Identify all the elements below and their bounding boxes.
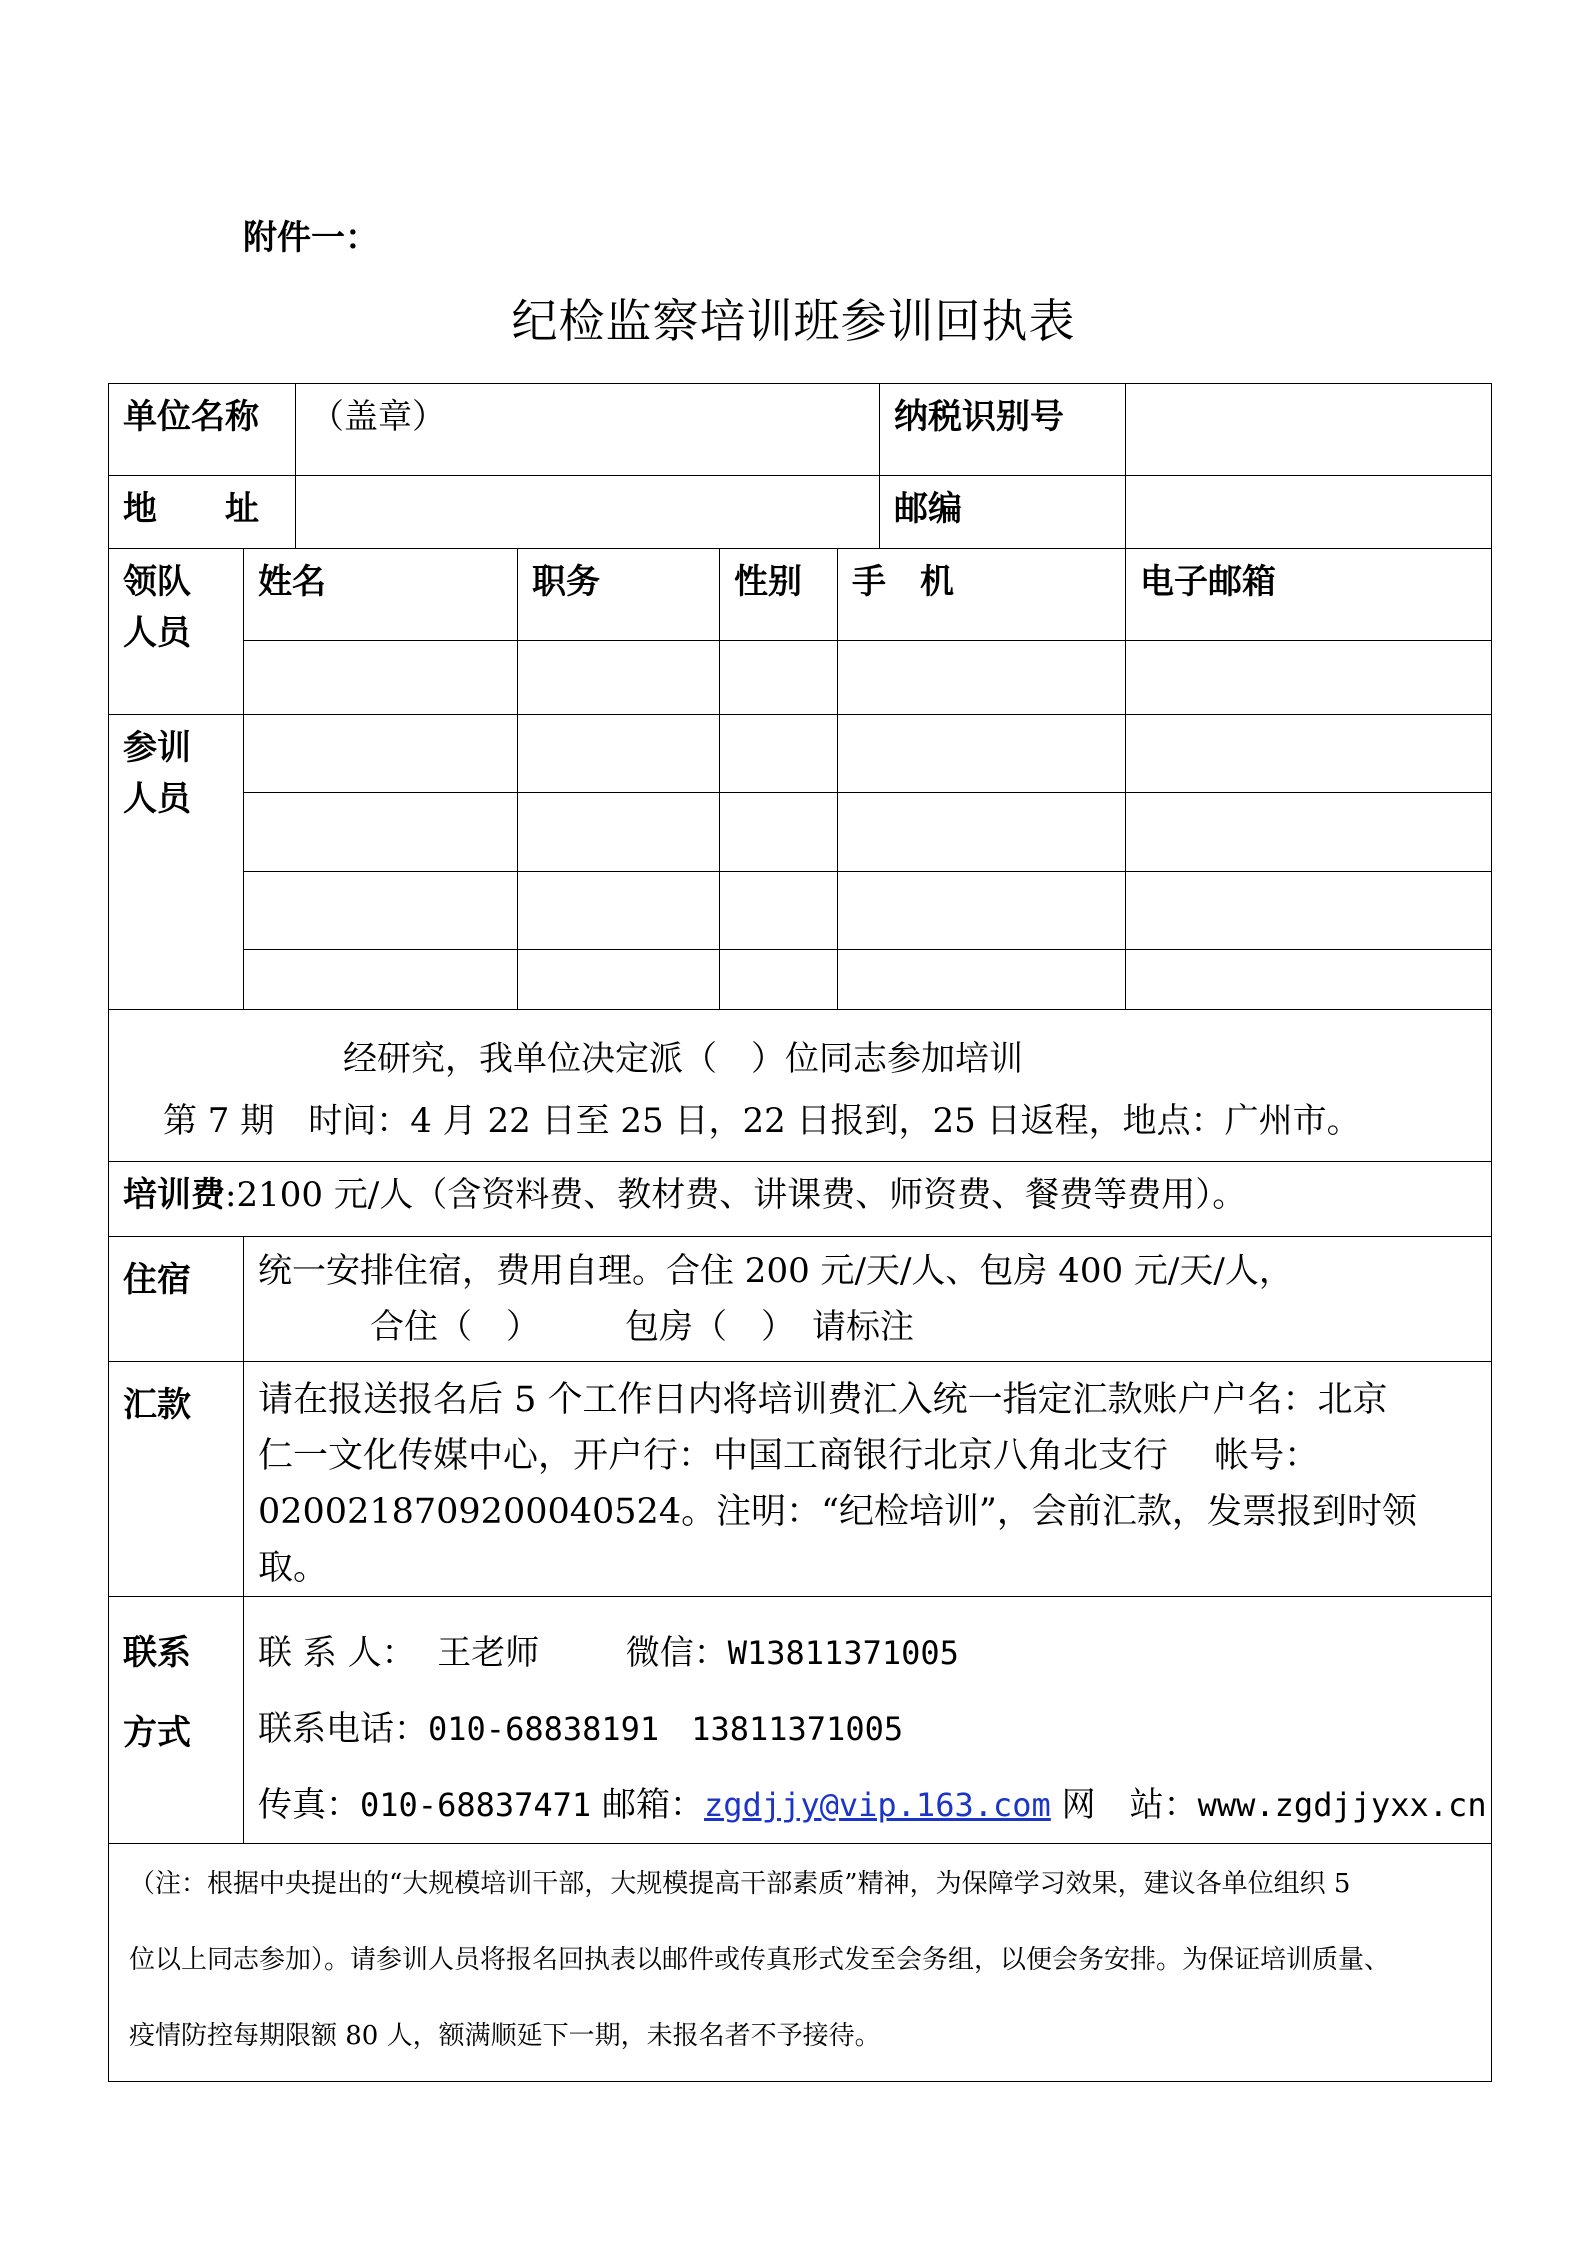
wechat-value: W13811371005 [727, 1634, 959, 1672]
leader-name-cell[interactable] [244, 641, 518, 715]
contact-label: 联系 方式 [109, 1597, 244, 1844]
site-value: www.zgdjjyxx.cn [1197, 1786, 1487, 1824]
unit-name-row [109, 384, 1492, 476]
contact-person-line [258, 1615, 1477, 1691]
wechat-label: 微信： [625, 1633, 728, 1673]
remit-cell [244, 1362, 1492, 1597]
leader-header-row [109, 549, 1492, 641]
trainee-name-cell[interactable] [244, 872, 518, 950]
contact-fax-line [258, 1767, 1487, 1843]
contact-phone-line [258, 1691, 1477, 1767]
leader-gender-cell[interactable] [720, 641, 838, 715]
notes-row [109, 1844, 1492, 2082]
contact-row [109, 1597, 1492, 1844]
fax-value: 010-68837471 [360, 1786, 592, 1824]
leader-position-cell[interactable] [518, 641, 720, 715]
attachment-label: 附件一： [243, 218, 379, 258]
leader-entry-row [109, 641, 1492, 715]
trainee-name-cell[interactable] [244, 793, 518, 872]
email-label: 邮箱： [602, 1785, 704, 1825]
trainee-gender-cell[interactable] [720, 715, 838, 793]
remit-line: 0200218709200040524。注明：“纪检培训”，会前汇款，发票报到时领取。 [258, 1492, 1417, 1588]
leader-label: 领队 人员 [109, 549, 244, 715]
fee-text: :2100 元/人（含资料费、教材费、讲课费、师资费、餐费等费用）。 [225, 1175, 1247, 1215]
note-line: 位以上同志参加）。请参训人员将报名回执表以邮件或传真形式发至会务组，以便会务安排。为保证培训质量、 [129, 1945, 1391, 1975]
trainee-email-cell[interactable] [1126, 793, 1492, 872]
trainee-position-cell[interactable] [518, 950, 720, 1010]
session-info-line: 第 7 期 时间：4 月 22 日至 25 日，22 日报到，25 日返程，地点：广州市。 [163, 1101, 1361, 1141]
note-line: 疫情防控每期限额 80 人，额满顺延下一期，未报名者不予接待。 [129, 2021, 881, 2051]
remit-label: 汇款 [109, 1362, 244, 1597]
trainee-row [109, 715, 1492, 793]
trainee-position-cell[interactable] [518, 793, 720, 872]
trainee-email-cell[interactable] [1126, 872, 1492, 950]
tax-id-field[interactable] [1126, 384, 1492, 476]
header-gender: 性别 [720, 549, 838, 641]
trainee-position-cell[interactable] [518, 872, 720, 950]
trainee-row [109, 872, 1492, 950]
header-position: 职务 [518, 549, 720, 641]
leader-mobile-cell[interactable] [838, 641, 1126, 715]
trainee-mobile-cell[interactable] [838, 872, 1126, 950]
trainee-gender-cell[interactable] [720, 950, 838, 1010]
unit-name-label: 单位名称 [109, 384, 296, 476]
trainee-gender-cell[interactable] [720, 793, 838, 872]
site-label: 网 站： [1061, 1785, 1198, 1825]
trainee-name-cell[interactable] [244, 950, 518, 1010]
postcode-label: 邮编 [880, 476, 1126, 549]
trainee-row [109, 793, 1492, 872]
header-mobile: 手 机 [838, 549, 1126, 641]
header-name: 姓名 [244, 549, 518, 641]
trainee-mobile-cell[interactable] [838, 715, 1126, 793]
lodging-options-line[interactable]: 合住（ ） 包房（ ） 请标注 [370, 1307, 914, 1347]
fee-row [109, 1162, 1492, 1237]
contact-person-value: 王老师 [437, 1633, 540, 1673]
registration-form-table [108, 383, 1492, 2082]
trainee-email-cell[interactable] [1126, 715, 1492, 793]
tax-id-label: 纳税识别号 [880, 384, 1126, 476]
remit-line: 请在报送报名后 5 个工作日内将培训费汇入统一指定汇款账户户名：北京 [258, 1380, 1388, 1420]
unit-name-field[interactable]: （盖章） [296, 384, 880, 476]
remit-row [109, 1362, 1492, 1597]
leader-email-cell[interactable] [1126, 641, 1492, 715]
lodging-row [109, 1237, 1492, 1362]
address-field[interactable] [296, 476, 880, 549]
trainee-name-cell[interactable] [244, 715, 518, 793]
contact-person-label: 联 系 人： [258, 1633, 416, 1673]
lodging-line: 统一安排住宿，费用自理。合住 200 元/天/人、包房 400 元/天/人， [258, 1251, 1293, 1291]
trainee-email-cell[interactable] [1126, 950, 1492, 1010]
address-label: 地 址 [109, 476, 296, 549]
fee-label: 培训费 [123, 1175, 225, 1215]
phone-value: 010-68838191 13811371005 [428, 1710, 904, 1748]
header-email: 电子邮箱 [1126, 549, 1492, 641]
lodging-label: 住宿 [109, 1237, 244, 1362]
page-title: 纪检监察培训班参训回执表 [511, 294, 1076, 348]
trainee-position-cell[interactable] [518, 715, 720, 793]
address-row [109, 476, 1492, 549]
contact-cell [244, 1597, 1492, 1844]
lodging-cell [244, 1237, 1492, 1362]
email-link[interactable]: zgdjjy@vip.163.com [704, 1786, 1051, 1824]
trainee-mobile-cell[interactable] [838, 950, 1126, 1010]
trainee-row [109, 950, 1492, 1010]
postcode-field[interactable] [1126, 476, 1492, 549]
trainee-label: 参训 人员 [109, 715, 244, 1010]
notes-cell [109, 1844, 1492, 2082]
phone-label: 联系电话： [258, 1709, 428, 1749]
decision-line: 经研究，我单位决定派（ ）位同志参加培训 [343, 1039, 1023, 1079]
decision-row [109, 1010, 1492, 1162]
trainee-gender-cell[interactable] [720, 872, 838, 950]
decision-cell [109, 1010, 1492, 1162]
fax-label: 传真： [258, 1785, 360, 1825]
remit-line: 仁一文化传媒中心，开户行：中国工商银行北京八角北支行 帐号： [258, 1436, 1320, 1476]
fee-cell [109, 1162, 1492, 1237]
trainee-mobile-cell[interactable] [838, 793, 1126, 872]
note-line: （注：根据中央提出的“大规模培训干部，大规模提高干部素质”精神，为保障学习效果，建议各单位组织 5 [129, 1869, 1351, 1899]
